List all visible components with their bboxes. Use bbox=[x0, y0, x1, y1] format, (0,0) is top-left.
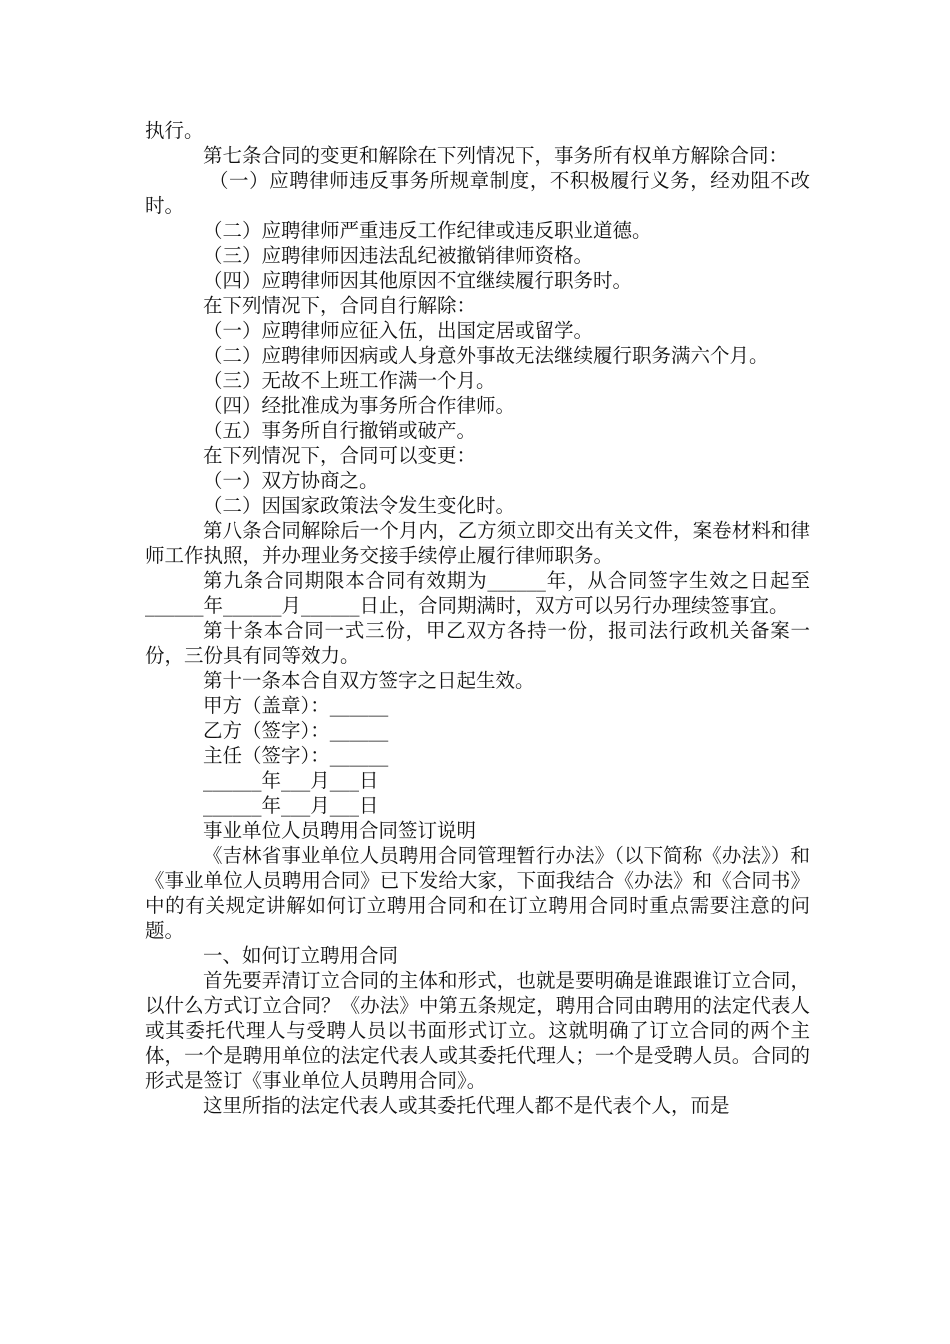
article-8: 第八条合同解除后一个月内，乙方须立即交出有关文件，案卷材料和律师工作执照，并办理业务交接手续停止履行律师职务。 bbox=[145, 519, 810, 567]
paragraph: 《吉林省事业单位人员聘用合同管理暂行办法》（以下简称《办法》）和《事业单位人员聘用合同》已下发给大家，下面我结合《办法》和《合同书》中的有关规定讲解如何订立聘用合同和在订立聘用合同时重点需要注意的问题。 bbox=[145, 844, 810, 942]
section-title: 事业单位人员聘用合同签订说明 bbox=[203, 819, 477, 842]
paragraph: 在下列情况下，合同自行解除： bbox=[203, 294, 477, 317]
date-line: ______年___月___日 bbox=[203, 769, 379, 792]
article-9: 第九条合同期限本合同有效期为______年，从合同签字生效之日起至______年______月______日止，合同期满时，双方可以另行办理续签事宜。 bbox=[145, 569, 810, 617]
article-10: 第十条本合同一式三份，甲乙双方各持一份，报司法行政机关备案一份，三份具有同等效力。 bbox=[145, 619, 810, 667]
list-item: （二）因国家政策法令发生变化时。 bbox=[203, 494, 516, 517]
list-item: （三）无故不上班工作满一个月。 bbox=[203, 369, 496, 392]
list-item: （五）事务所自行撤销或破产。 bbox=[203, 419, 477, 442]
paragraph: 这里所指的法定代表人或其委托代理人都不是代表个人，而是 bbox=[203, 1094, 730, 1117]
list-item: （二）应聘律师因病或人身意外事故无法继续履行职务满六个月。 bbox=[203, 344, 769, 367]
signature-line-party-a: 甲方（盖章）：______ bbox=[203, 694, 389, 717]
article-11: 第十一条本合自双方签字之日起生效。 bbox=[203, 669, 535, 692]
list-item: （四）经批准成为事务所合作律师。 bbox=[203, 394, 516, 417]
list-item: （四）应聘律师因其他原因不宜继续履行职务时。 bbox=[203, 269, 633, 292]
paragraph: 在下列情况下，合同可以变更： bbox=[203, 444, 477, 467]
date-line: ______年___月___日 bbox=[203, 794, 379, 817]
document-body bbox=[145, 118, 810, 1118]
paragraph: 首先要弄清订立合同的主体和形式，也就是要明确是谁跟谁订立合同，以什么方式订立合同？《办法》中第五条规定，聘用合同由聘用的法定代表人或其委托代理人与受聘人员以书面形式订立。这就明确了订立合同的两个主体，一个是聘用单位的法定代表人或其委托代理人；一个是受聘人员。合同的形式是签订《事业单位人员聘用合同》。 bbox=[145, 969, 810, 1092]
paragraph: 执行。 bbox=[145, 119, 204, 142]
list-item: （一）应聘律师违反事务所规章制度，不积极履行义务，经劝阻不改时。 bbox=[145, 169, 810, 217]
list-item: （三）应聘律师因违法乱纪被撤销律师资格。 bbox=[203, 244, 594, 267]
article-7-heading: 第七条合同的变更和解除在下列情况下，事务所有权单方解除合同： bbox=[203, 144, 789, 167]
signature-line-party-b: 乙方（签字）：______ bbox=[203, 719, 389, 742]
list-item: （一）应聘律师应征入伍，出国定居或留学。 bbox=[203, 319, 594, 342]
section-heading: 一、如何订立聘用合同 bbox=[203, 944, 399, 967]
list-item: （一）双方协商之。 bbox=[203, 469, 379, 492]
signature-line-director: 主任（签字）：______ bbox=[203, 744, 389, 767]
list-item: （二）应聘律师严重违反工作纪律或违反职业道德。 bbox=[203, 219, 652, 242]
